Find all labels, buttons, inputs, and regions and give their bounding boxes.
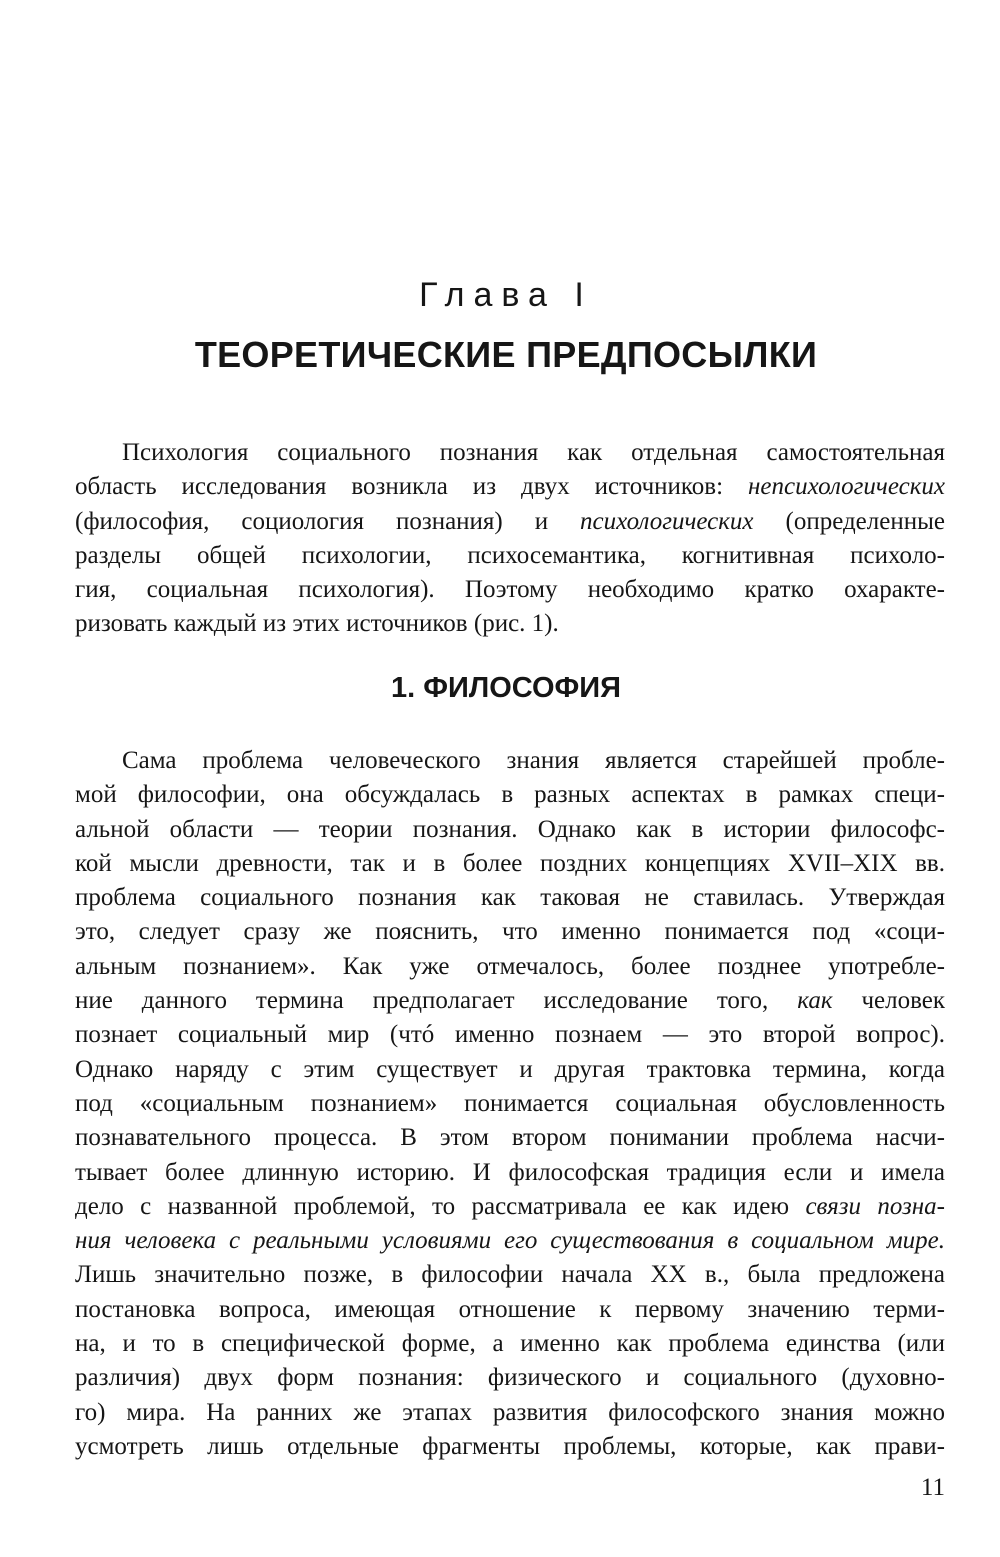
section-text: альным познанием». Как уже отмечалось, более позднее употребле-	[75, 952, 945, 980]
section-text: познает социальный мир (чтó именно познаем — это второй вопрос).	[75, 1021, 945, 1049]
section-text: на, и то в специфической форме, а именно как проблема единства (или	[75, 1330, 945, 1358]
section-line	[75, 1396, 945, 1430]
intro-line	[75, 573, 945, 607]
section-text: познавательного процесса. В этом втором понимании проблема насчи-	[75, 1124, 945, 1152]
section-italic-text: как	[797, 987, 833, 1015]
section-line	[75, 1430, 945, 1464]
intro-text: (философия, социология познания) и	[75, 507, 581, 535]
section-text: Сама проблема человеческого знания является старейшей пробле-	[122, 747, 945, 774]
section-line	[75, 881, 945, 915]
intro-line	[75, 607, 945, 641]
intro-line	[75, 436, 945, 470]
chapter-title: ТЕОРЕТИЧЕСКИЕ ПРЕДПОСЫЛКИ	[194, 334, 818, 375]
page-number: 11	[920, 1474, 945, 1501]
section-text: альной области — теории познания. Однако как в истории философс-	[75, 815, 945, 843]
intro-text: ризовать каждый из этих источников (рис. 1).	[75, 610, 559, 638]
section-text: усмотреть лишь отдельные фрагменты проблемы, которые, как прави-	[75, 1432, 945, 1460]
section-line	[75, 1053, 945, 1087]
section-line	[75, 915, 945, 949]
intro-text: разделы общей психологии, психосемантика, когнитивная психоло-	[75, 541, 945, 569]
intro-text: гия, социальная психология). Поэтому необходимо кратко охаракте-	[75, 576, 945, 604]
intro-line	[75, 539, 945, 573]
intro-text: Психология социального познания как отдельная самостоятельная	[122, 439, 945, 466]
section-text: постановка вопроса, имеющая отношение к первому значению терми-	[75, 1295, 945, 1323]
section-italic-text: ния человека с реальными условиями его существования в социальном мире.	[75, 1227, 945, 1255]
section-text: Лишь значительно позже, в философии начала XX в., была предложена	[75, 1261, 945, 1289]
section-line	[75, 744, 945, 778]
section-heading: 1. ФИЛОСОФИЯ	[391, 672, 621, 704]
section-text: кой мысли древности, так и в более поздних концепциях XVII–XIX вв.	[75, 849, 945, 877]
section-line	[75, 1018, 945, 1052]
section-text: дело с названной проблемой, то рассматривала ее как идею	[75, 1192, 806, 1220]
chapter-label: Глава I	[419, 276, 593, 314]
section-line	[75, 1258, 945, 1292]
intro-line	[75, 470, 945, 504]
section-text: различия) двух форм познания: физического и социального (духовно-	[75, 1364, 945, 1392]
section-line	[75, 778, 945, 812]
section-line	[75, 847, 945, 881]
intro-paragraph	[75, 436, 945, 642]
section-line	[75, 1087, 945, 1121]
section-text: человек	[832, 987, 946, 1015]
section-text: го) мира. На ранних же этапах развития философского знания можно	[75, 1398, 945, 1426]
section-text: это, следует сразу же пояснить, что именно понимается под «соци-	[75, 918, 945, 946]
section-line	[75, 984, 945, 1018]
section-line	[75, 813, 945, 847]
section-line	[75, 1361, 945, 1395]
intro-text: область исследования возникла из двух источников:	[75, 473, 748, 501]
section-line	[75, 1156, 945, 1190]
section-text: под «социальным познанием» понимается социальная обусловленность	[75, 1089, 945, 1117]
section-line	[75, 1327, 945, 1361]
section-line	[75, 1121, 945, 1155]
section-line	[75, 1190, 945, 1224]
section-text: тывает более длинную историю. И философская традиция если и имела	[75, 1158, 945, 1186]
section-text: мой философии, она обсуждалась в разных аспектах в рамках специ-	[75, 781, 945, 809]
intro-text: (определенные	[753, 507, 946, 535]
intro-italic-text: психологических	[580, 507, 754, 535]
section-line	[75, 1224, 945, 1258]
intro-italic-text: непсихологических	[748, 473, 945, 501]
section-italic-text: связи позна-	[805, 1192, 945, 1220]
section-paragraph	[75, 744, 945, 1464]
section-text: проблема социального познания как таковая не ставилась. Утверждая	[75, 884, 945, 912]
section-line	[75, 1293, 945, 1327]
section-text: ние данного термина предполагает исследование того,	[75, 987, 798, 1015]
intro-line	[75, 505, 945, 539]
section-text: Однако наряду с этим существует и другая трактовка термина, когда	[75, 1055, 945, 1083]
section-line	[75, 950, 945, 984]
